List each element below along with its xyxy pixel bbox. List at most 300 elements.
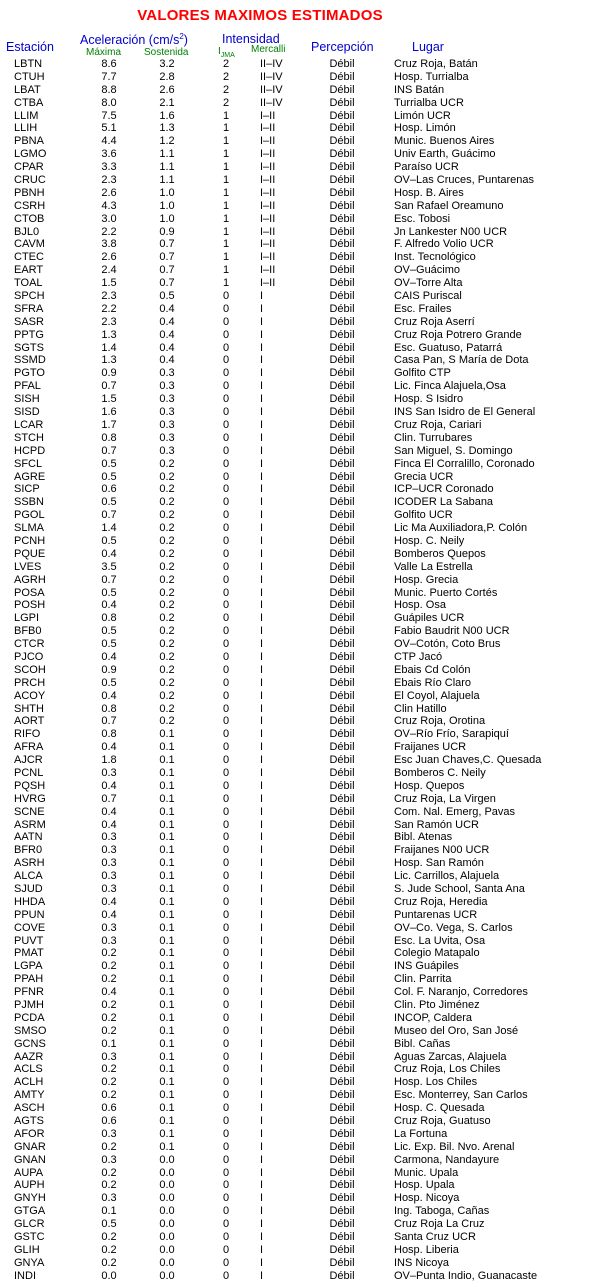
mercalli-intensity: I–II bbox=[260, 264, 276, 277]
location: INS Batán bbox=[394, 83, 445, 96]
sustained-acceleration: 0.2 bbox=[159, 560, 175, 573]
jma-intensity: 1 bbox=[222, 186, 230, 199]
station-code: STCH bbox=[14, 431, 44, 444]
jma-intensity: 0 bbox=[222, 792, 230, 805]
header-aceleracion-exponent: 2 bbox=[179, 32, 184, 41]
header-aceleracion bbox=[80, 32, 188, 47]
jma-intensity: 1 bbox=[222, 264, 230, 277]
perception: Débil bbox=[329, 612, 355, 625]
max-acceleration: 0.2 bbox=[101, 1089, 117, 1102]
sustained-acceleration: 0.2 bbox=[159, 457, 175, 470]
mercalli-intensity: I bbox=[260, 483, 264, 496]
location: Paraíso UCR bbox=[394, 161, 459, 174]
table-row bbox=[0, 238, 590, 251]
max-acceleration: 0.5 bbox=[101, 470, 117, 483]
max-acceleration: 4.3 bbox=[101, 199, 117, 212]
sustained-acceleration: 0.2 bbox=[159, 663, 175, 676]
location: Hosp. C. Quesada bbox=[394, 1102, 485, 1115]
table-row bbox=[0, 612, 590, 625]
jma-intensity: 0 bbox=[222, 779, 230, 792]
mercalli-intensity: I bbox=[260, 522, 264, 535]
station-code: AFOR bbox=[14, 1127, 45, 1140]
location: Ebais Cd Colón bbox=[394, 663, 471, 676]
jma-intensity: 0 bbox=[222, 741, 230, 754]
station-code: CTUH bbox=[14, 70, 45, 83]
jma-intensity: 0 bbox=[222, 1218, 230, 1231]
station-code: INDI bbox=[14, 1269, 36, 1282]
max-acceleration: 2.3 bbox=[101, 174, 117, 187]
sustained-acceleration: 0.2 bbox=[159, 534, 175, 547]
header-estacion: Estación bbox=[6, 40, 54, 54]
perception: Débil bbox=[329, 522, 355, 535]
station-code: PQSH bbox=[14, 779, 46, 792]
location: Lic. Finca Alajuela,Osa bbox=[394, 380, 506, 393]
mercalli-intensity: I–II bbox=[260, 109, 276, 122]
max-acceleration: 0.4 bbox=[101, 805, 117, 818]
location: OV–Guácimo bbox=[394, 264, 461, 277]
perception: Débil bbox=[329, 122, 355, 135]
max-acceleration: 0.3 bbox=[101, 766, 117, 779]
sustained-acceleration: 1.6 bbox=[159, 109, 175, 122]
location: OV–Punta Indio, Guanacaste bbox=[394, 1269, 538, 1282]
table-row bbox=[0, 754, 590, 767]
max-acceleration: 0.7 bbox=[101, 444, 117, 457]
jma-intensity: 0 bbox=[222, 522, 230, 535]
max-acceleration: 0.5 bbox=[101, 496, 117, 509]
station-code: BFB0 bbox=[14, 625, 42, 638]
max-acceleration: 0.9 bbox=[101, 367, 117, 380]
mercalli-intensity: I bbox=[260, 599, 264, 612]
perception: Débil bbox=[329, 148, 355, 161]
station-code: CRUC bbox=[14, 174, 46, 187]
station-code: LLIH bbox=[14, 122, 38, 135]
sustained-acceleration: 2.8 bbox=[159, 70, 175, 83]
station-code: GCNS bbox=[14, 1037, 46, 1050]
mercalli-intensity: I bbox=[260, 341, 264, 354]
station-code: GNAN bbox=[14, 1153, 46, 1166]
location: Munic. Upala bbox=[394, 1166, 459, 1179]
jma-intensity: 0 bbox=[222, 728, 230, 741]
station-code: SFCL bbox=[14, 457, 43, 470]
location: CTP Jacó bbox=[394, 650, 443, 663]
perception: Débil bbox=[329, 689, 355, 702]
mercalli-intensity: I bbox=[260, 470, 264, 483]
table-row bbox=[0, 1154, 590, 1167]
jma-intensity: 0 bbox=[222, 921, 230, 934]
table-row bbox=[0, 935, 590, 948]
perception: Débil bbox=[329, 1243, 355, 1256]
mercalli-intensity: II–IV bbox=[260, 83, 283, 96]
perception: Débil bbox=[329, 457, 355, 470]
sustained-acceleration: 0.1 bbox=[159, 1089, 175, 1102]
jma-intensity: 0 bbox=[222, 625, 230, 638]
sustained-acceleration: 0.1 bbox=[159, 1102, 175, 1115]
location: Cruz Roja, Batán bbox=[394, 58, 478, 70]
location: Jn Lankester N00 UCR bbox=[394, 225, 508, 238]
max-acceleration: 0.2 bbox=[101, 1140, 117, 1153]
table-row bbox=[0, 883, 590, 896]
mercalli-intensity: I bbox=[260, 1218, 264, 1231]
location: Finca El Corralillo, Coronado bbox=[394, 457, 535, 470]
perception: Débil bbox=[329, 418, 355, 431]
jma-intensity: 0 bbox=[222, 393, 230, 406]
jma-intensity: 0 bbox=[222, 1231, 230, 1244]
station-code: LVES bbox=[14, 560, 42, 573]
location: Hosp. S Isidro bbox=[394, 393, 464, 406]
max-acceleration: 0.3 bbox=[101, 1050, 117, 1063]
mercalli-intensity: I bbox=[260, 921, 264, 934]
jma-intensity: 0 bbox=[222, 290, 230, 303]
sustained-acceleration: 1.1 bbox=[159, 174, 175, 187]
perception: Débil bbox=[329, 161, 355, 174]
max-acceleration: 0.6 bbox=[101, 483, 117, 496]
jma-intensity: 0 bbox=[222, 676, 230, 689]
max-acceleration: 1.4 bbox=[101, 341, 117, 354]
perception: Débil bbox=[329, 986, 355, 999]
max-acceleration: 8.6 bbox=[101, 58, 117, 70]
mercalli-intensity: I–II bbox=[260, 174, 276, 187]
sustained-acceleration: 0.1 bbox=[159, 986, 175, 999]
mercalli-intensity: I–II bbox=[260, 199, 276, 212]
perception: Débil bbox=[329, 1127, 355, 1140]
table-row bbox=[0, 1038, 590, 1051]
mercalli-intensity: I bbox=[260, 1153, 264, 1166]
station-code: BFR0 bbox=[14, 844, 43, 857]
mercalli-intensity: I bbox=[260, 1269, 264, 1282]
mercalli-intensity: I bbox=[260, 857, 264, 870]
jma-intensity: 0 bbox=[222, 509, 230, 522]
sustained-acceleration: 3.2 bbox=[159, 58, 175, 70]
sustained-acceleration: 0.2 bbox=[159, 676, 175, 689]
jma-intensity: 0 bbox=[222, 960, 230, 973]
mercalli-intensity: I bbox=[260, 457, 264, 470]
max-acceleration: 1.3 bbox=[101, 328, 117, 341]
jma-intensity: 0 bbox=[222, 934, 230, 947]
sustained-acceleration: 0.9 bbox=[159, 225, 175, 238]
table-row bbox=[0, 496, 590, 509]
location: OV–Cotón, Coto Brus bbox=[394, 638, 501, 651]
table-row bbox=[0, 1205, 590, 1218]
perception: Débil bbox=[329, 470, 355, 483]
max-acceleration: 0.7 bbox=[101, 380, 117, 393]
mercalli-intensity: I bbox=[260, 934, 264, 947]
header-aceleracion-text: Aceleración (cm/s bbox=[80, 33, 180, 48]
jma-intensity: 0 bbox=[222, 1243, 230, 1256]
jma-intensity: 0 bbox=[222, 1076, 230, 1089]
sustained-acceleration: 0.1 bbox=[159, 960, 175, 973]
station-code: GNAR bbox=[14, 1140, 46, 1153]
station-code: SGTS bbox=[14, 341, 44, 354]
table-row bbox=[0, 290, 590, 303]
mercalli-intensity: I bbox=[260, 354, 264, 367]
location: Fraijanes N00 UCR bbox=[394, 844, 490, 857]
mercalli-intensity: I bbox=[260, 766, 264, 779]
max-acceleration: 4.4 bbox=[101, 135, 117, 148]
mercalli-intensity: I bbox=[260, 844, 264, 857]
mercalli-intensity: I bbox=[260, 625, 264, 638]
station-code: GNYA bbox=[14, 1256, 45, 1269]
sustained-acceleration: 0.0 bbox=[159, 1256, 175, 1269]
perception: Débil bbox=[329, 638, 355, 651]
perception: Débil bbox=[329, 212, 355, 225]
jma-intensity: 0 bbox=[222, 1140, 230, 1153]
table-row bbox=[0, 1141, 590, 1154]
max-acceleration: 0.4 bbox=[101, 908, 117, 921]
perception: Débil bbox=[329, 573, 355, 586]
table-row bbox=[0, 548, 590, 561]
table-row bbox=[0, 703, 590, 716]
table-row bbox=[0, 780, 590, 793]
table-row bbox=[0, 1089, 590, 1102]
location: Limón UCR bbox=[394, 109, 451, 122]
station-code: SISD bbox=[14, 406, 40, 419]
perception: Débil bbox=[329, 341, 355, 354]
location: CAIS Puriscal bbox=[394, 290, 462, 303]
location: Com. Nal. Emerg, Pavas bbox=[394, 805, 516, 818]
location: Cruz Roja, Heredia bbox=[394, 895, 488, 908]
sustained-acceleration: 0.1 bbox=[159, 766, 175, 779]
table-row bbox=[0, 999, 590, 1012]
mercalli-intensity: I–II bbox=[260, 135, 276, 148]
table-row bbox=[0, 1218, 590, 1231]
max-acceleration: 0.5 bbox=[101, 586, 117, 599]
station-code: ACLH bbox=[14, 1076, 44, 1089]
header-ijma-letter: I bbox=[218, 46, 221, 57]
max-acceleration: 3.8 bbox=[101, 238, 117, 251]
station-code: GSTC bbox=[14, 1231, 45, 1244]
station-code: PPAH bbox=[14, 973, 44, 986]
jma-intensity: 0 bbox=[222, 1102, 230, 1115]
max-acceleration: 0.2 bbox=[101, 999, 117, 1012]
max-acceleration: 0.4 bbox=[101, 818, 117, 831]
station-code: ACOY bbox=[14, 689, 46, 702]
station-code: PQUE bbox=[14, 547, 46, 560]
location: Golfito CTP bbox=[394, 367, 451, 380]
max-acceleration: 8.8 bbox=[101, 83, 117, 96]
perception: Débil bbox=[329, 431, 355, 444]
sustained-acceleration: 0.4 bbox=[159, 315, 175, 328]
mercalli-intensity: I bbox=[260, 818, 264, 831]
perception: Débil bbox=[329, 509, 355, 522]
max-acceleration: 0.0 bbox=[101, 1269, 117, 1282]
table-row bbox=[0, 599, 590, 612]
sustained-acceleration: 1.0 bbox=[159, 199, 175, 212]
mercalli-intensity: I bbox=[260, 638, 264, 651]
table-row bbox=[0, 973, 590, 986]
station-code: ASRH bbox=[14, 857, 45, 870]
sustained-acceleration: 0.2 bbox=[159, 625, 175, 638]
station-code: AGRH bbox=[14, 573, 46, 586]
station-code: LBAT bbox=[14, 83, 41, 96]
max-acceleration: 0.8 bbox=[101, 702, 117, 715]
station-code: AFRA bbox=[14, 741, 44, 754]
max-acceleration: 0.3 bbox=[101, 921, 117, 934]
perception: Débil bbox=[329, 251, 355, 264]
table-row bbox=[0, 277, 590, 290]
location: Munic. Buenos Aires bbox=[394, 135, 495, 148]
max-acceleration: 0.5 bbox=[101, 457, 117, 470]
perception: Débil bbox=[329, 1205, 355, 1218]
max-acceleration: 0.2 bbox=[101, 1231, 117, 1244]
sustained-acceleration: 0.2 bbox=[159, 483, 175, 496]
perception: Débil bbox=[329, 290, 355, 303]
sustained-acceleration: 0.2 bbox=[159, 470, 175, 483]
mercalli-intensity: I–II bbox=[260, 148, 276, 161]
max-acceleration: 2.6 bbox=[101, 251, 117, 264]
perception: Débil bbox=[329, 380, 355, 393]
table-row bbox=[0, 97, 590, 110]
perception: Débil bbox=[329, 663, 355, 676]
mercalli-intensity: I–II bbox=[260, 225, 276, 238]
location: Hosp. Liberia bbox=[394, 1243, 459, 1256]
perception: Débil bbox=[329, 818, 355, 831]
location: Cruz Roja Aserrí bbox=[394, 315, 475, 328]
mercalli-intensity: I bbox=[260, 1256, 264, 1269]
location: Clin Hatillo bbox=[394, 702, 447, 715]
table-row bbox=[0, 741, 590, 754]
perception: Débil bbox=[329, 934, 355, 947]
header-maxima: Máxima bbox=[86, 47, 122, 58]
mercalli-intensity: I bbox=[260, 702, 264, 715]
station-code: PFNR bbox=[14, 986, 44, 999]
station-code: CTOB bbox=[14, 212, 45, 225]
station-code: POSH bbox=[14, 599, 46, 612]
station-code: PJMH bbox=[14, 999, 44, 1012]
location: Fabio Baudrit N00 UCR bbox=[394, 625, 510, 638]
max-acceleration: 0.8 bbox=[101, 728, 117, 741]
jma-intensity: 0 bbox=[222, 715, 230, 728]
perception: Débil bbox=[329, 174, 355, 187]
perception: Débil bbox=[329, 973, 355, 986]
location: Hosp. B. Aires bbox=[394, 186, 464, 199]
station-code: HCPD bbox=[14, 444, 46, 457]
station-code: LGMO bbox=[14, 148, 47, 161]
jma-intensity: 1 bbox=[222, 148, 230, 161]
location: Puntarenas UCR bbox=[394, 908, 478, 921]
max-acceleration: 2.3 bbox=[101, 315, 117, 328]
station-code: PPUN bbox=[14, 908, 45, 921]
sustained-acceleration: 0.7 bbox=[159, 251, 175, 264]
location: San Ramón UCR bbox=[394, 818, 479, 831]
jma-intensity: 1 bbox=[222, 161, 230, 174]
station-code: AGRE bbox=[14, 470, 46, 483]
location: Clin. Pto Jiménez bbox=[394, 999, 480, 1012]
location: Esc. Tobosi bbox=[394, 212, 451, 225]
mercalli-intensity: II–IV bbox=[260, 96, 283, 109]
table-row bbox=[0, 1115, 590, 1128]
location: Clin. Turrubares bbox=[394, 431, 473, 444]
jma-intensity: 0 bbox=[222, 457, 230, 470]
sustained-acceleration: 0.3 bbox=[159, 367, 175, 380]
sustained-acceleration: 0.4 bbox=[159, 354, 175, 367]
perception: Débil bbox=[329, 96, 355, 109]
station-code: GLIH bbox=[14, 1243, 40, 1256]
perception: Débil bbox=[329, 560, 355, 573]
max-acceleration: 0.3 bbox=[101, 870, 117, 883]
jma-intensity: 0 bbox=[222, 367, 230, 380]
max-acceleration: 0.4 bbox=[101, 741, 117, 754]
perception: Débil bbox=[329, 728, 355, 741]
jma-intensity: 0 bbox=[222, 470, 230, 483]
max-acceleration: 1.8 bbox=[101, 754, 117, 767]
sustained-acceleration: 0.1 bbox=[159, 792, 175, 805]
table-row bbox=[0, 561, 590, 574]
location: Colegio Matapalo bbox=[394, 947, 480, 960]
mercalli-intensity: I bbox=[260, 689, 264, 702]
perception: Débil bbox=[329, 1050, 355, 1063]
sustained-acceleration: 0.2 bbox=[159, 715, 175, 728]
sustained-acceleration: 0.7 bbox=[159, 264, 175, 277]
perception: Débil bbox=[329, 547, 355, 560]
mercalli-intensity: I bbox=[260, 973, 264, 986]
mercalli-intensity: I bbox=[260, 406, 264, 419]
sustained-acceleration: 0.1 bbox=[159, 1011, 175, 1024]
perception: Débil bbox=[329, 754, 355, 767]
station-code: SCNE bbox=[14, 805, 45, 818]
jma-intensity: 2 bbox=[222, 58, 230, 70]
mercalli-intensity: I bbox=[260, 380, 264, 393]
mercalli-intensity: I–II bbox=[260, 277, 276, 290]
station-code: AJCR bbox=[14, 754, 43, 767]
jma-intensity: 0 bbox=[222, 895, 230, 908]
station-code: POSA bbox=[14, 586, 45, 599]
perception: Débil bbox=[329, 264, 355, 277]
max-acceleration: 0.4 bbox=[101, 547, 117, 560]
jma-intensity: 0 bbox=[222, 380, 230, 393]
mercalli-intensity: I bbox=[260, 547, 264, 560]
jma-intensity: 0 bbox=[222, 586, 230, 599]
jma-intensity: 0 bbox=[222, 986, 230, 999]
table-row bbox=[0, 135, 590, 148]
max-acceleration: 0.3 bbox=[101, 857, 117, 870]
station-code: SPCH bbox=[14, 290, 45, 303]
location: Esc. Frailes bbox=[394, 302, 452, 315]
perception: Débil bbox=[329, 1192, 355, 1205]
max-acceleration: 0.5 bbox=[101, 625, 117, 638]
mercalli-intensity: I–II bbox=[260, 212, 276, 225]
location: Bomberos C. Neily bbox=[394, 766, 486, 779]
table-row bbox=[0, 844, 590, 857]
jma-intensity: 0 bbox=[222, 805, 230, 818]
location: OV–Co. Vega, S. Carlos bbox=[394, 921, 513, 934]
station-code: ASRM bbox=[14, 818, 46, 831]
table-row bbox=[0, 509, 590, 522]
station-table bbox=[0, 58, 590, 1283]
perception: Débil bbox=[329, 1089, 355, 1102]
location: Ing. Taboga, Cañas bbox=[394, 1205, 490, 1218]
sustained-acceleration: 1.0 bbox=[159, 186, 175, 199]
mercalli-intensity: I bbox=[260, 393, 264, 406]
perception: Débil bbox=[329, 406, 355, 419]
sustained-acceleration: 0.3 bbox=[159, 418, 175, 431]
perception: Débil bbox=[329, 1218, 355, 1231]
station-code: AAZR bbox=[14, 1050, 44, 1063]
location: Cruz Roja, La Virgen bbox=[394, 792, 496, 805]
station-code: LGPA bbox=[14, 960, 43, 973]
max-acceleration: 1.3 bbox=[101, 354, 117, 367]
perception: Débil bbox=[329, 70, 355, 83]
jma-intensity: 0 bbox=[222, 1179, 230, 1192]
sustained-acceleration: 0.2 bbox=[159, 612, 175, 625]
sustained-acceleration: 0.0 bbox=[159, 1231, 175, 1244]
location: Museo del Oro, San José bbox=[394, 1024, 519, 1037]
mercalli-intensity: I bbox=[260, 1140, 264, 1153]
table-row bbox=[0, 960, 590, 973]
max-acceleration: 0.3 bbox=[101, 934, 117, 947]
table-row bbox=[0, 922, 590, 935]
mercalli-intensity: I bbox=[260, 328, 264, 341]
table-row bbox=[0, 264, 590, 277]
